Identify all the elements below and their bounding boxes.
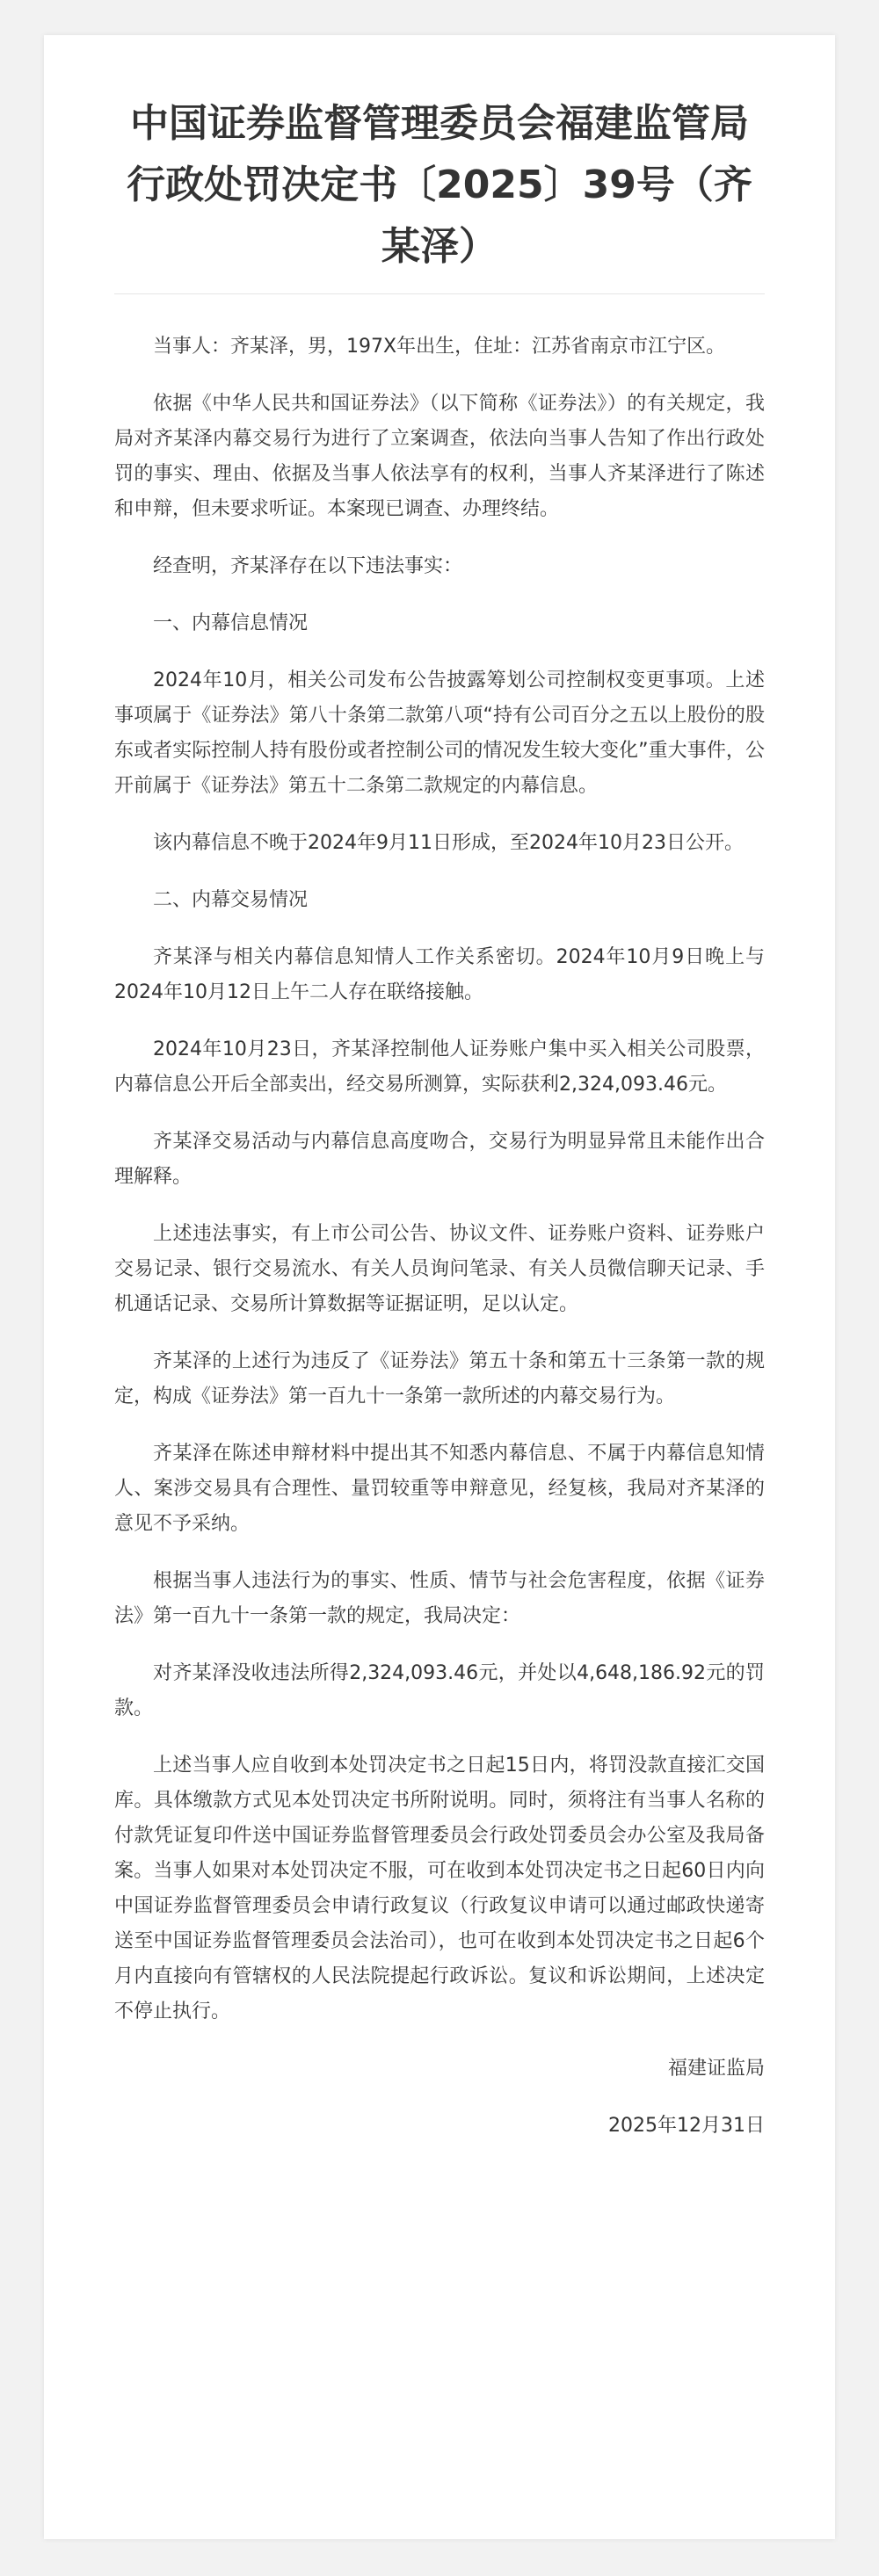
section-heading-insider-trading: 二、内幕交易情况 xyxy=(153,889,309,911)
paragraph-basis: 依据《中华人民共和国证券法》（以下简称《证券法》）的有关规定，我局对齐某泽内幕交易行为进行了立案调查，依法向当事人告知了作出行政处罚的事实、理由、依据及当事人依法享有的权利，当事人齐某泽进行了陈述和申辩，但未要求听证。本案现已调查、办理终结。 xyxy=(114,393,765,520)
paragraph-defense: 齐某泽在陈述申辩材料中提出其不知悉内幕信息、不属于内幕信息知情人、案涉交易具有合理性、量罚较重等申辩意见，经复核，我局对齐某泽的意见不予采纳。 xyxy=(114,1443,765,1535)
document-body xyxy=(114,329,765,2144)
paragraph-insider-info: 2024年10月，相关公司发布公告披露筹划公司控制权变更事项。上述事项属于《证券法》第八十条第二款第八项“持有公司百分之五以上股份的股东或者实际控制人持有股份或者控制公司的情况发生较大变化”重大事件，公开前属于《证券法》第五十二条第二款规定的内幕信息。 xyxy=(114,669,765,797)
paragraph-violation: 齐某泽的上述行为违反了《证券法》第五十条和第五十三条第一款的规定，构成《证券法》第一百九十一条第一款所述的内幕交易行为。 xyxy=(114,1350,765,1407)
paragraph-abnormal: 齐某泽交易活动与内幕信息高度吻合，交易行为明显异常且未能作出合理解释。 xyxy=(114,1131,765,1188)
paragraph-trading: 2024年10月23日，齐某泽控制他人证券账户集中买入相关公司股票，内幕信息公开后全部卖出，经交易所测算，实际获利2,324,093.46元。 xyxy=(114,1038,765,1096)
paragraph-findings-intro: 经查明，齐某泽存在以下违法事实： xyxy=(153,555,463,577)
signature-authority: 福建证监局 xyxy=(667,2058,765,2080)
document-card xyxy=(44,35,835,2539)
document-title: 中国证券监督管理委员会福建监管局行政处罚决定书〔2025〕39号（齐某泽） xyxy=(114,93,765,294)
paragraph-info-timeline: 该内幕信息不晚于2024年9月11日形成，至2024年10月23日公开。 xyxy=(153,832,744,854)
paragraph-penalty: 对齐某泽没收违法所得2,324,093.46元，并处以4,648,186.92元的罚款。 xyxy=(114,1662,765,1719)
signature-date: 2025年12月31日 xyxy=(608,2115,765,2137)
paragraph-contact: 齐某泽与相关内幕信息知情人工作关系密切。2024年10月9日晚上与2024年10月12日上午二人存在联络接触。 xyxy=(114,946,765,1003)
paragraph-party: 当事人：齐某泽，男，197X年出生，住址：江苏省南京市江宁区。 xyxy=(153,336,726,358)
paragraph-evidence: 上述违法事实，有上市公司公告、协议文件、证券账户资料、证券账户交易记录、银行交易流水、有关人员询问笔录、有关人员微信聊天记录、手机通话记录、交易所计算数据等证据证明，足以认定。 xyxy=(114,1223,765,1315)
paragraph-payment-remedy: 上述当事人应自收到本处罚决定书之日起15日内，将罚没款直接汇交国库。具体缴款方式见本处罚决定书所附说明。同时，须将注有当事人名称的付款凭证复印件送中国证券监督管理委员会行政处罚委员会办公室及我局备案。当事人如果对本处罚决定不服，可在收到本处罚决定书之日起60日内向中国证券监督管理委员会申请行政复议（行政复议申请可以通过邮政快递寄送至中国证券监督管理委员会法治司），也可在收到本处罚决定书之日起6个月内直接向有管辖权的人民法院提起行政诉讼。复议和诉讼期间，上述决定不停止执行。 xyxy=(114,1755,765,2022)
paragraph-decision-basis: 根据当事人违法行为的事实、性质、情节与社会危害程度，依据《证券法》第一百九十一条第一款的规定，我局决定： xyxy=(114,1570,765,1627)
section-heading-insider-info: 一、内幕信息情况 xyxy=(153,612,309,634)
